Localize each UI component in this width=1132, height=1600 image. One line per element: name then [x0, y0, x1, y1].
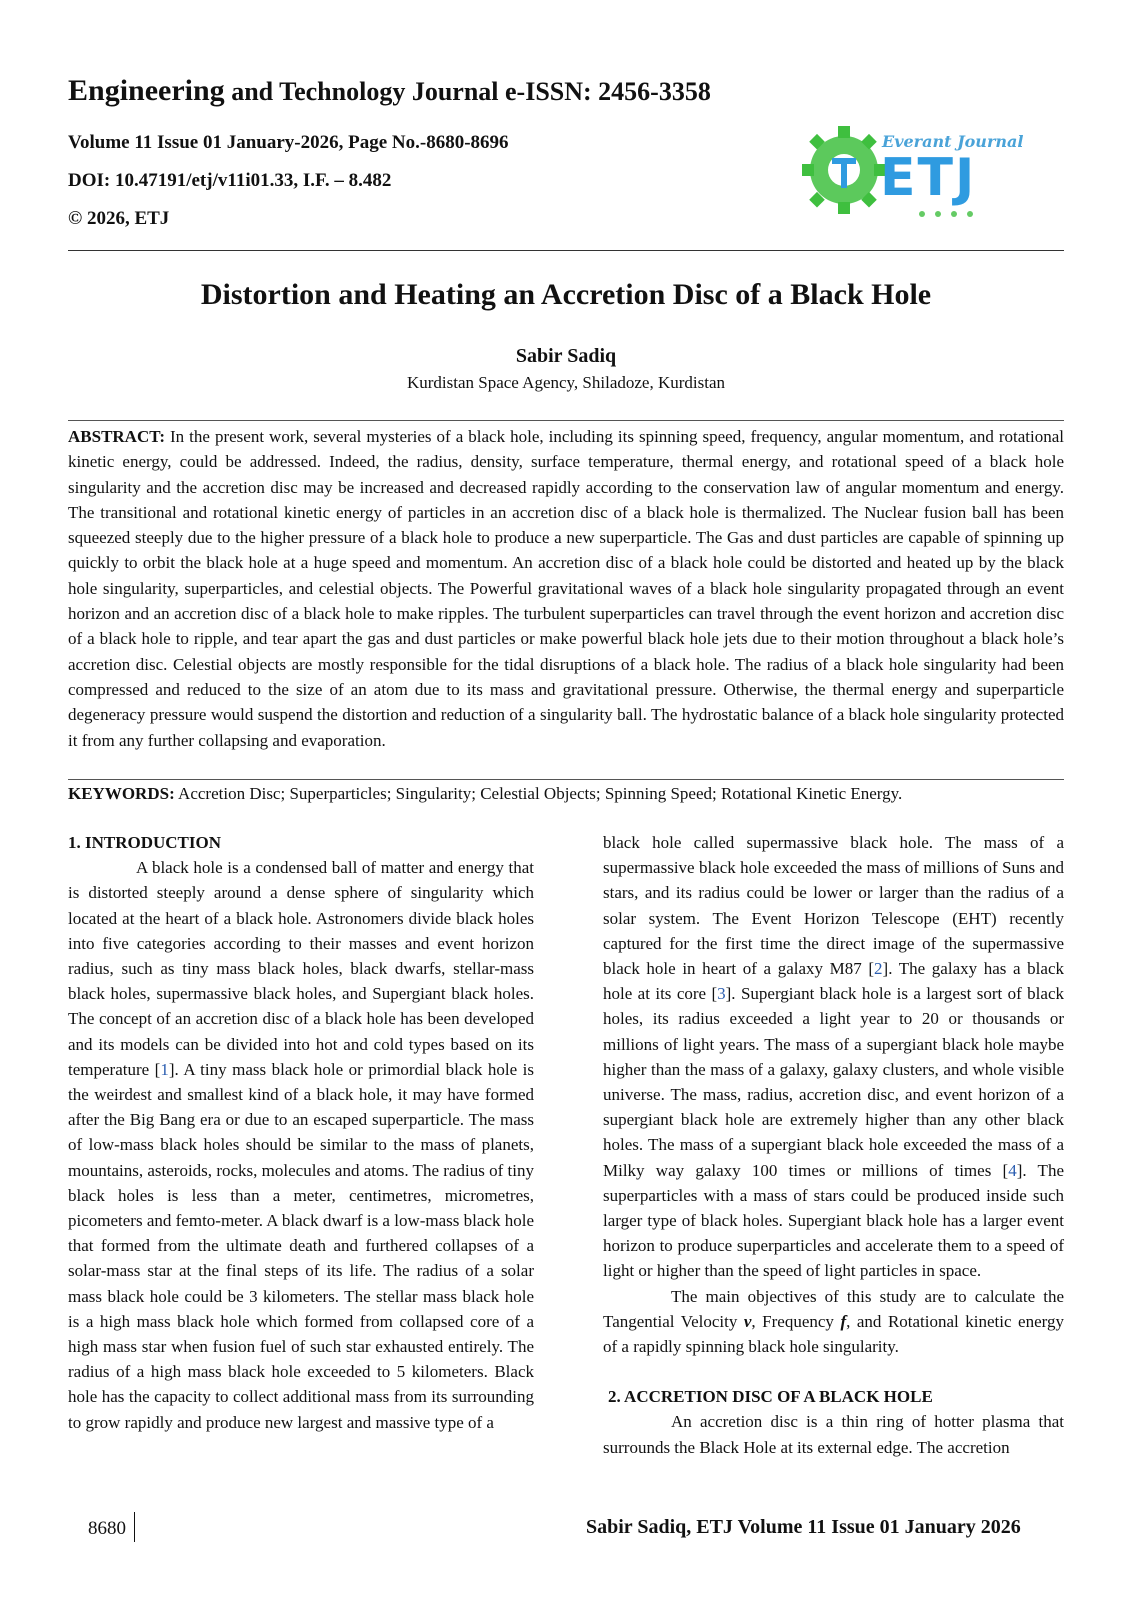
section-heading-introduction: 1. INTRODUCTION [68, 833, 222, 852]
logo-brand-text: Everant Journal [882, 132, 1024, 151]
copyright-line: © 2026, ETJ [68, 208, 170, 229]
author-name: Sabir Sadiq [515, 345, 617, 367]
abstract-top-rule [68, 420, 1064, 421]
volume-line: Volume 11 Issue 01 January-2026, Page No.-8680-8696 [68, 132, 509, 153]
continued-paragraph [603, 830, 1064, 1284]
logo-etj-text: ETJ [880, 148, 977, 208]
body-text-part: ]. The superparticles with a mass of stars could be produced inside such larger type of black holes. Supergiant black hole has a larger event horizon to produce superparticles and accelerate them to a speed of light or higher than the speed of light particles in space. [603, 1160, 1064, 1281]
body-text-part: , and Rotational kinetic energy of a rapidly spinning black hole singularity. [603, 1311, 1064, 1357]
intro-text-part: ]. A tiny mass black hole or primordial black hole is the weirdest and smallest kind of a black hole, it may have formed after the Big Bang era or due to an escaped superparticle. The mass of low-mass black holes should be similar to the mass of planets, mountains, asteroids, rocks, molecules and atoms. The radius of tiny black holes is less than a meter, centimetres, micrometres, picometers and femto-meter. A black dwarf is a low-mass black hole that formed from the ultimate death and furthered collapses of a solar-mass star at the final steps of its life. The radius of a solar mass black hole could be 3 kilometers. The stellar mass black hole is a high mass black hole which formed from collapsed core of a high mass star when fusion fuel of such star exhausted entirely. The radius of a high mass black hole exceeded to 5 kilometers. Black hole has the capacity to collect additional mass from its surrounding to grow rapidly and produce new largest and massive type of a [68, 1059, 534, 1432]
paragraph-gap [603, 1359, 1064, 1384]
citation-link[interactable]: 2 [874, 959, 883, 979]
accretion-paragraph: An accretion disc is a thin ring of hotter plasma that surrounds the Black Hole at its external edge. The accretion [603, 1412, 1064, 1457]
abstract [68, 424, 1064, 753]
symbol-f: f [840, 1311, 847, 1331]
page-number: 8680 [88, 1518, 126, 1539]
keywords-text: Accretion Disc; Superparticles; Singularity; Celestial Objects; Spinning Speed; Rotational Kinetic Energy. [174, 784, 903, 803]
section-heading-accretion-disc: 2. ACCRETION DISC OF A BLACK HOLE [608, 1387, 933, 1407]
abstract-label: ABSTRACT: [68, 427, 165, 446]
symbol-v: v [743, 1311, 752, 1331]
citation-link[interactable]: 4 [1008, 1160, 1017, 1180]
header-divider [68, 250, 1064, 251]
intro-text-part: A black hole is a condensed ball of matter and energy that is distorted steeply around a dense sphere of singularity which located at the heart of a black hole. Astronomers divide black holes into five categories according to their masses and event horizon radius, such as tiny mass black holes, black dwarfs, stellar-mass black holes, supermassive black holes, and Supergiant black holes. The concept of an accretion disc of a black hole has been developed and its models can be divided into hot and cold types based on its temperature [ [68, 858, 534, 1079]
body-text-part: The main objectives of this study are to calculate the Tangential Velocity [603, 1286, 1064, 1331]
left-column [68, 830, 534, 1435]
abstract-bottom-rule [68, 779, 1064, 780]
author-affiliation: Kurdistan Space Agency, Shiladoze, Kurdistan [406, 373, 726, 392]
body-text-part: , Frequency [751, 1311, 841, 1331]
intro-paragraph [68, 855, 534, 1435]
footer-separator [134, 1512, 135, 1542]
journal-title [68, 74, 711, 108]
keywords [68, 782, 1064, 806]
keywords-label: KEYWORDS: [68, 784, 175, 803]
footer-citation: Sabir Sadiq, ETJ Volume 11 Issue 01 January 2026 [586, 1516, 1021, 1538]
objectives-paragraph [603, 1284, 1064, 1360]
abstract-text: In the present work, several mysteries of a black hole, including its spinning speed, frequency, angular momentum, and rotational kinetic energy, could be addressed. Indeed, the radius, density, surface temperature, thermal energy, and rotational speed of a black hole singularity and the accretion disc may be increased and decreased rapidly according to the conservation law of angular momentum and energy. The transitional and rotational kinetic energy of particles in an accretion disc of a black hole is thermalized. The Nuclear fusion ball has been squeezed steeply due to the higher pressure of a black hole to produce a new superparticle. The Gas and dust particles are capable of spinning up quickly to orbit the black hole at a huge speed and momentum. An accretion disc of a black hole could be distorted and heated up by the black hole singularity, superparticles, and celestial objects. The Powerful gravitational waves of a black hole singularity propagated through an event horizon and an accretion disc of a black hole to make ripples. The turbulent superparticles can travel through the event horizon and accretion disc of a black hole to ripple, and tear apart the gas and dust particles or make powerful black hole jets due to their motion throughout a black hole’s accretion disc. Celestial objects are mostly responsible for the tidal disruptions of a black hole. The radius of a black hole singularity had been compressed and reduced to the size of an atom due to its mass and gravitational pressure. Otherwise, the thermal energy and superparticle degeneracy pressure would suspend the distortion and reduction of a singularity ball. The hydrostatic balance of a black hole singularity protected it from any further collapsing and evaporation. [68, 427, 1064, 750]
body-text-part: black hole called supermassive black hole. The mass of a supermassive black hole exceeded the mass of millions of Suns and stars, and its radius could be lower or larger than the radius of a solar system. The Event Horizon Telescope (EHT) recently captured for the first time the direct image of the supermassive black hole in heart of a galaxy M87 [ [603, 833, 1064, 979]
journal-title-lead: Engineering [68, 74, 225, 107]
right-column [603, 830, 1064, 1460]
journal-title-rest: and Technology Journal e-ISSN: 2456-3358 [224, 77, 711, 106]
citation-link[interactable]: 1 [160, 1059, 169, 1079]
body-text-part: ]. The galaxy has a black hole at its core [ [603, 959, 1064, 1004]
body-text-part: ]. Supergiant black hole is a largest sort of black holes, its radius exceeded a light year to 20 or thousands or millions of light years. The mass of a supergiant black hole maybe higher than the mass of a galaxy, galaxy clusters, and whole visible universe. The mass, radius, accretion disc, and event horizon of a supergiant black hole are extremely higher than any other black holes. The mass of a supergiant black hole exceeded the mass of a Milky way galaxy 100 times or millions of times [ [603, 984, 1064, 1180]
paper-title: Distortion and Heating an Accretion Disc of a Black Hole [200, 278, 932, 311]
journal-logo [802, 118, 1024, 228]
citation-link[interactable]: 3 [717, 984, 726, 1004]
doi-line: DOI: 10.47191/etj/v11i01.33, I.F. – 8.482 [68, 170, 392, 191]
